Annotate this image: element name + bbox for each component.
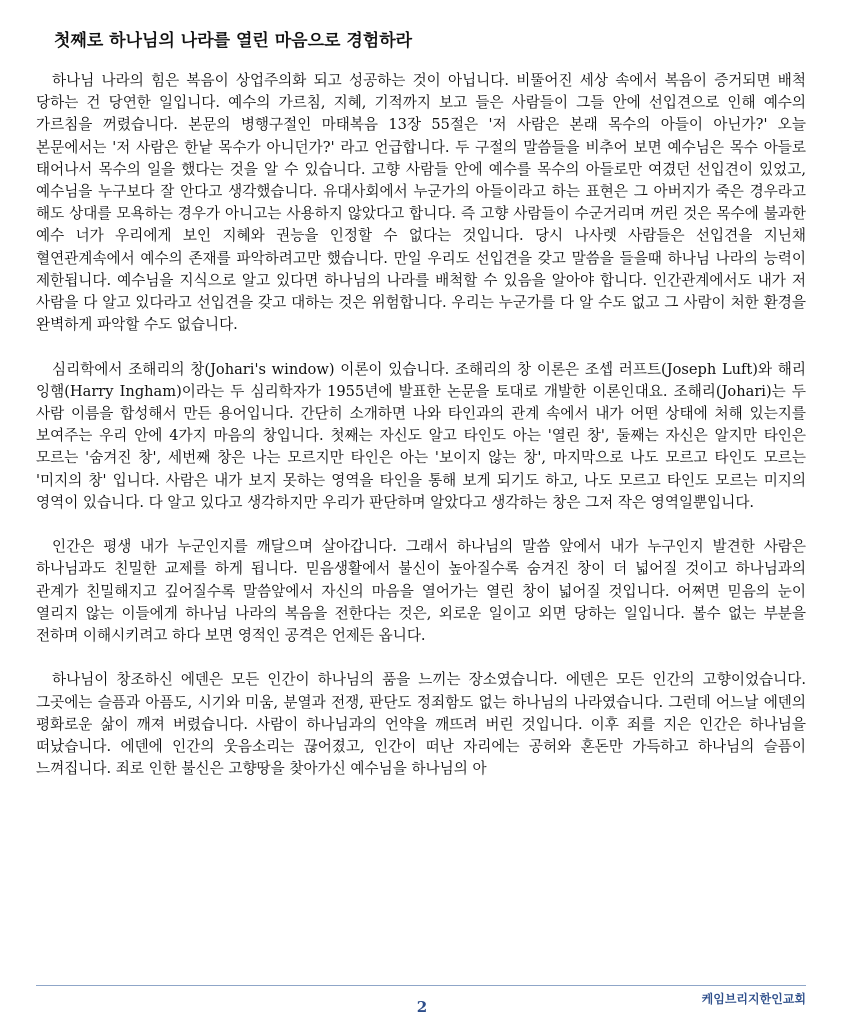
paragraph-self-discovery: 인간은 평생 내가 누군인지를 깨달으며 살아갑니다. 그래서 하나님의 말씀 앞에서 내가 누구인지 발견한 사람은 하나님과도 친밀한 교제를 하게 됩니다. 믿음생활에서 불신이 높아질수록 숨겨진 창이 더 넓어질 것이고 하나님과의 관계가 친밀해지고 깊어질수록 말씀앞에서 자신의 마음을 열어가는 열린 창이 넓어질 것입니다. 어쩌면 믿음의 눈이 열리지 않는 이들에게 하나님 나라의 복음을 전한다는 것은, 외로운 일이고 외면 당하는 일입니다. 볼수 없는 부분을 전하며 이해시키려고 하다 보면 영적인 공격은 언제든 옵니다.	[36, 538, 806, 645]
page-number: 2	[416, 998, 428, 1016]
paragraph-johari-window: 심리학에서 조해리의 창(Johari's window) 이론이 있습니다. 조해리의 창 이론은 조셉 러프트(Joseph Luft)와 해리 잉햄(Harry Ingham)이라는 두 심리학자가 1955년에 발표한 논문을 토대로 개발한 이론인대요. 조해리(Johari)는 두 사람 이름을 합성해서 만든 용어입니다. 간단히 소개하면 나와 타인과의 관계 속에서 내가 어떤 상태에 처해 있는지를 보여주는 우리 안에 4가지 마음의 창입니다. 첫째는 자신도 알고 타인도 아는 '열린 창', 둘째는 자신은 알지만 타인은 모르는 '숨겨진 창', 세번째 창은 나는 모르지만 타인은 아는 '보이지 않는 창', 마지막으로 나도 모르고 타인도 모르는 '미지의 창' 입니다. 사람은 내가 보지 못하는 영역을 타인을 통해 보게 되기도 하고, 나도 모르고 타인도 모르는 미지의 영역이 있습니다. 다 알고 있다고 생각하지만 우리가 판단하며 알았다고 생각하는 창은 그저 작은 영역일뿐입니다.	[36, 360, 806, 511]
section-heading: 첫째로 하나님의 나라를 열린 마음으로 경험하라	[54, 31, 413, 51]
body-text	[36, 70, 806, 780]
paragraph-preconception: 하나님 나라의 힘은 복음이 상업주의화 되고 성공하는 것이 아닙니다. 비뚤어진 세상 속에서 복음이 증거되면 배척 당하는 건 당연한 일입니다. 예수의 가르침, 지혜, 기적까지 보고 들은 사람들이 그들 안에 선입견으로 인해 예수의 가르침을 꺼렸습니다. 본문의 병행구절인 마태복음 13장 55절은 '저 사람은 본래 목수의 아들이 아닌가?' 오늘 본문에서는 '저 사람은 한낱 목수가 아니던가?' 라고 언급합니다. 두 구절의 말씀들을 비추어 보면 예수님은 목수 아들로 태어나서 목수의 일을 했다는 것을 알 수 있습니다. 고향 사람들 안에 예수를 목수의 아들로만 여겼던 선입견이 있었고, 예수님을 누구보다 잘 안다고 생각했습니다. 유대사회에서 누군가의 아들이라고 하는 표현은 그 아버지가 죽은 경우라고 해도 상대를 모욕하는 경우가 아니고는 사용하지 않았다고 합니다. 즉 고향 사람들이 수군거리며 꺼린 것은 목수에 불과한 예수 너가 우리에게 보인 지혜와 권능을 인정할 수 없다는 것입니다. 당시 나사렛 사람들은 선입견을 지닌채 혈연관계속에서 예수의 존재를 파악하려고만 했습니다. 만일 우리도 선입견을 갖고 말씀을 들을때 하나님 나라의 능력이 제한됩니다. 예수님을 지식으로 알고 있다면 하나님의 나라를 배척할 수 있음을 알아야 합니다. 인간관계에서도 내가 저 사람을 다 알고 있다라고 선입견을 갖고 대하는 것은 위험합니다. 우리는 누군가를 다 알 수도 없고 그 사람이 처한 환경을 완벽하게 파악할 수도 없습니다.	[36, 72, 806, 334]
paragraph-eden: 하나님이 창조하신 에덴은 모든 인간이 하나님의 품을 느끼는 장소였습니다. 에덴은 모든 인간의 고향이었습니다. 그곳에는 슬픔과 아픔도, 시기와 미움, 분열과 전쟁, 판단도 정죄함도 없는 하나님의 나라였습니다. 그런데 어느날 에덴의 평화로운 삶이 깨져 버렸습니다. 사람이 하나님과의 언약을 깨뜨려 버린 것입니다. 이후 죄를 지은 인간은 하나님을 떠났습니다. 에덴에 인간의 웃음소리는 끊어졌고, 인간이 떠난 자리에는 공허와 혼돈만 가득하고 하나님의 슬픔이 느껴집니다. 죄로 인한 불신은 고향땅을 찾아가신 예수님을 하나님의 아	[36, 671, 806, 778]
footer-divider	[36, 985, 806, 986]
church-name: 케임브리지한인교회	[701, 992, 806, 1006]
